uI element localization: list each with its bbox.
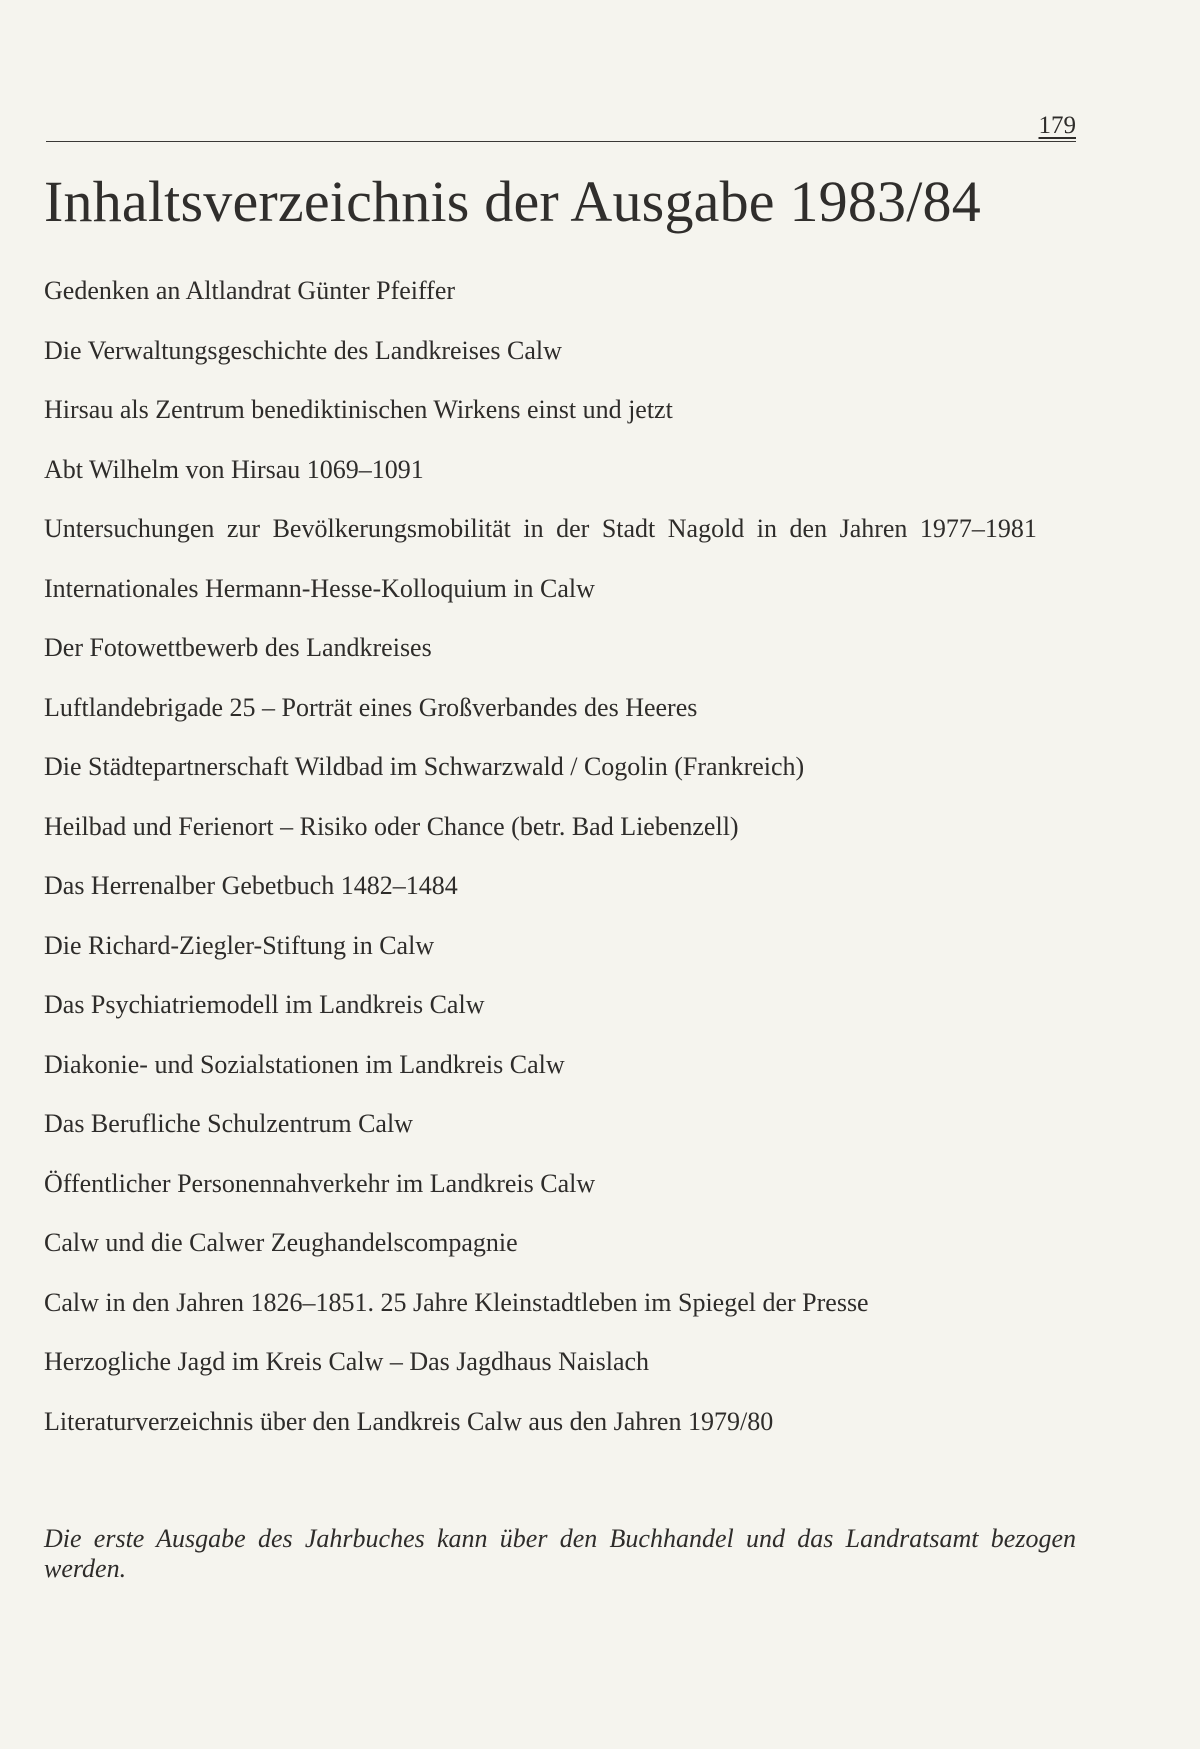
toc-entry: Untersuchungen zur Bevölkerungsmobilität in der Stadt Nagold in den Jahren 1977–1981: [44, 514, 1037, 543]
toc-entry: Calw in den Jahren 1826–1851. 25 Jahre Kleinstadtleben im Spiegel der Presse: [44, 1287, 869, 1317]
toc-entry: Die Städtepartnerschaft Wildbad im Schwarzwald / Cogolin (Frankreich): [44, 752, 805, 781]
header-rule: [46, 141, 1076, 142]
toc-entry: Die Richard-Ziegler-Stiftung in Calw: [44, 930, 435, 960]
availability-note: Die erste Ausgabe des Jahrbuches kann über den Buchhandel und das Landratsamt bezogen werden.: [44, 1524, 1076, 1583]
toc-entry: Die Verwaltungsgeschichte des Landkreises Calw: [44, 335, 562, 365]
toc-entry: Literaturverzeichnis über den Landkreis Calw aus den Jahren 1979/80: [44, 1406, 774, 1436]
toc-entry: Hirsau als Zentrum benediktinischen Wirkens einst und jetzt: [44, 395, 673, 424]
toc-entry: Calw und die Calwer Zeughandelscompagnie: [44, 1228, 518, 1257]
toc-entry: Der Fotowettbewerb des Landkreises: [44, 633, 432, 662]
toc-entry: Internationales Hermann-Hesse-Kolloquium in Calw: [44, 573, 595, 603]
toc-entry: Das Psychiatriemodell im Landkreis Calw: [44, 990, 485, 1019]
toc-entry: Das Berufliche Schulzentrum Calw: [44, 1109, 413, 1138]
page-title: Inhaltsverzeichnis der Ausgabe 1983/84: [44, 169, 981, 234]
toc-entry: Öffentlicher Personennahverkehr im Landkreis Calw: [44, 1168, 596, 1198]
toc-entry: Das Herrenalber Gebetbuch 1482–1484: [44, 871, 458, 900]
toc-entry: Herzogliche Jagd im Kreis Calw – Das Jagdhaus Naislach: [44, 1347, 650, 1376]
table-of-contents: [44, 277, 1076, 1467]
toc-entry: Gedenken an Altlandrat Günter Pfeiffer: [44, 276, 456, 305]
toc-entry: Diakonie- und Sozialstationen im Landkreis Calw: [44, 1049, 565, 1079]
toc-entry: Heilbad und Ferienort – Risiko oder Chance (betr. Bad Liebenzell): [44, 811, 739, 841]
page-number: 179: [1038, 112, 1076, 139]
toc-entry: Luftlandebrigade 25 – Porträt eines Großverbandes des Heeres: [44, 692, 698, 722]
toc-entry: Abt Wilhelm von Hirsau 1069–1091: [44, 454, 424, 484]
